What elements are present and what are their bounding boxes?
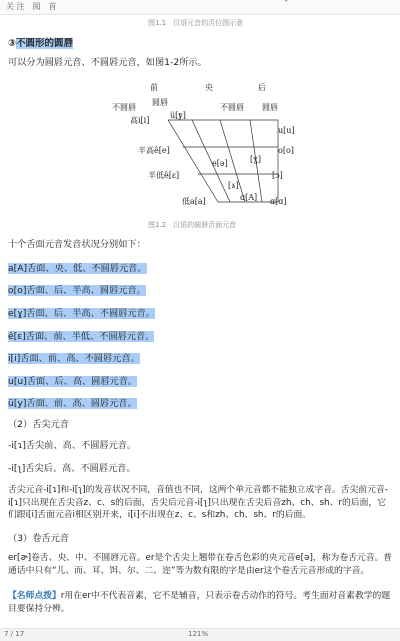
vowel-line-yu: ü[y]舌面、前、高、圆唇元音。 (8, 398, 137, 409)
tip-label: 【名师点拨】 (8, 591, 61, 601)
apical-line-1: -i[ɿ]舌尖前、高、不圆唇元音。 (8, 440, 137, 451)
label-unround-right: 不圆唇 (220, 103, 244, 112)
label-schwa: e[ə] (212, 159, 228, 168)
zoom-level[interactable]: 121% (188, 630, 209, 638)
heading-number: ③ (8, 38, 17, 49)
heading-text: 不圆形的圆唇 (16, 38, 74, 49)
vowel-line-a: a[A]舌面、央、低、不圆唇元音。 (8, 263, 147, 274)
figure-caption-top: 图1.1 汉语元音的舌位图示意 (148, 19, 244, 27)
label-ring: [ɤ] (228, 181, 239, 190)
label-round-left: 圆唇 (152, 98, 168, 107)
intro-text: 可以分为圆唇元音、不圆唇元音，如图1-2所示。 (8, 57, 207, 68)
section-title-apical: （2）舌尖元音 (8, 419, 69, 430)
vowel-line-o: o[o]舌面、后、半高、圆唇元音。 (8, 285, 146, 296)
label-high: 高i[i] (130, 116, 150, 125)
tab-follow[interactable]: 关 注 (6, 2, 25, 11)
label-u: u[u] (278, 126, 295, 135)
tip-text: r用在er中不代表音素，它不是辅音，只表示卷舌动作的符号。考生面对音素教学的题目要保持分辨。 (8, 591, 391, 614)
label-central: 央 (205, 83, 213, 92)
label-y: ü[y] (170, 111, 186, 120)
label-unround-left: 不圆唇 (112, 103, 136, 112)
label-o: o[o] (278, 146, 294, 155)
section-heading (8, 35, 73, 49)
label-mid-high: 半高ê[e] (138, 146, 170, 155)
figure-caption-mid: 图1.2 汉语的圆唇舌面元音 (148, 221, 237, 229)
label-A: ɑ[A] (240, 193, 258, 202)
vowel-line-i: i[i]舌面、前、高、不圆唇元音。 (8, 353, 140, 364)
label-low: 低a[a] (182, 197, 206, 206)
apical-line-2: -i[ʅ]舌尖后、高、不圆唇元音。 (8, 463, 136, 474)
tab-read[interactable]: 阅 (32, 2, 41, 11)
toolbar-tabs (6, 1, 57, 12)
label-front: 前 (150, 83, 158, 92)
page-indicator: 7 / 17 (4, 630, 25, 638)
tip-paragraph (8, 590, 394, 615)
tab-home[interactable]: 首 (48, 2, 57, 11)
scroll-caret-icon[interactable]: ˇ (284, 0, 289, 10)
status-footer (0, 628, 400, 641)
label-alpha: ɑ[ɑ] (270, 197, 287, 206)
apical-paragraph: 舌尖元音-i[ɿ]和-i[ʅ]的发音状况不同，音值也不同，这两个单元音都不能独立成字音。舌尖前元音-i[ɿ]只出现在舌尖音z、c、s的后面，舌尖后元音-i[ʅ]只出现在舌尖后音zh、ch、sh、r的后面，它们跟i[i]舌面元音i相区别开来，i[i]不出现在z、c、s和zh、ch、sh、r的后面。 (8, 485, 388, 520)
summary-text: 十个舌面元音发音状况分别如下： (8, 239, 146, 250)
section-title-retroflex: （3）卷舌元音 (8, 533, 69, 544)
retroflex-paragraph: er[ɚ]卷舌、央、中、不圆唇元音。er是个舌尖上翘带在卷舌色彩的央元音e[ə]，称为卷舌元音。普通话中只有“儿、而、耳、饵、尔、二、迩”等为数有限的字是由er这个卷舌元音形成的字音。 (8, 553, 393, 576)
label-mid-low: 半低ê[ɛ] (148, 171, 180, 180)
top-toolbar (0, 0, 400, 15)
label-gamma: [ɣ] (250, 155, 262, 164)
label-back: 后 (258, 83, 266, 92)
vowel-line-e: e[ɣ]舌面、后、半高、不圆唇元音。 (8, 308, 155, 319)
vowel-chart-diagram (100, 80, 300, 210)
vowel-line-eh: ê[ɛ]舌面、前、半低、不圆唇元音。 (8, 331, 155, 342)
label-open-o: [ɔ] (272, 171, 283, 180)
label-round-right: 圆唇 (262, 103, 278, 112)
vowel-line-u: u[u]舌面、后、高、圆唇元音。 (8, 376, 138, 387)
